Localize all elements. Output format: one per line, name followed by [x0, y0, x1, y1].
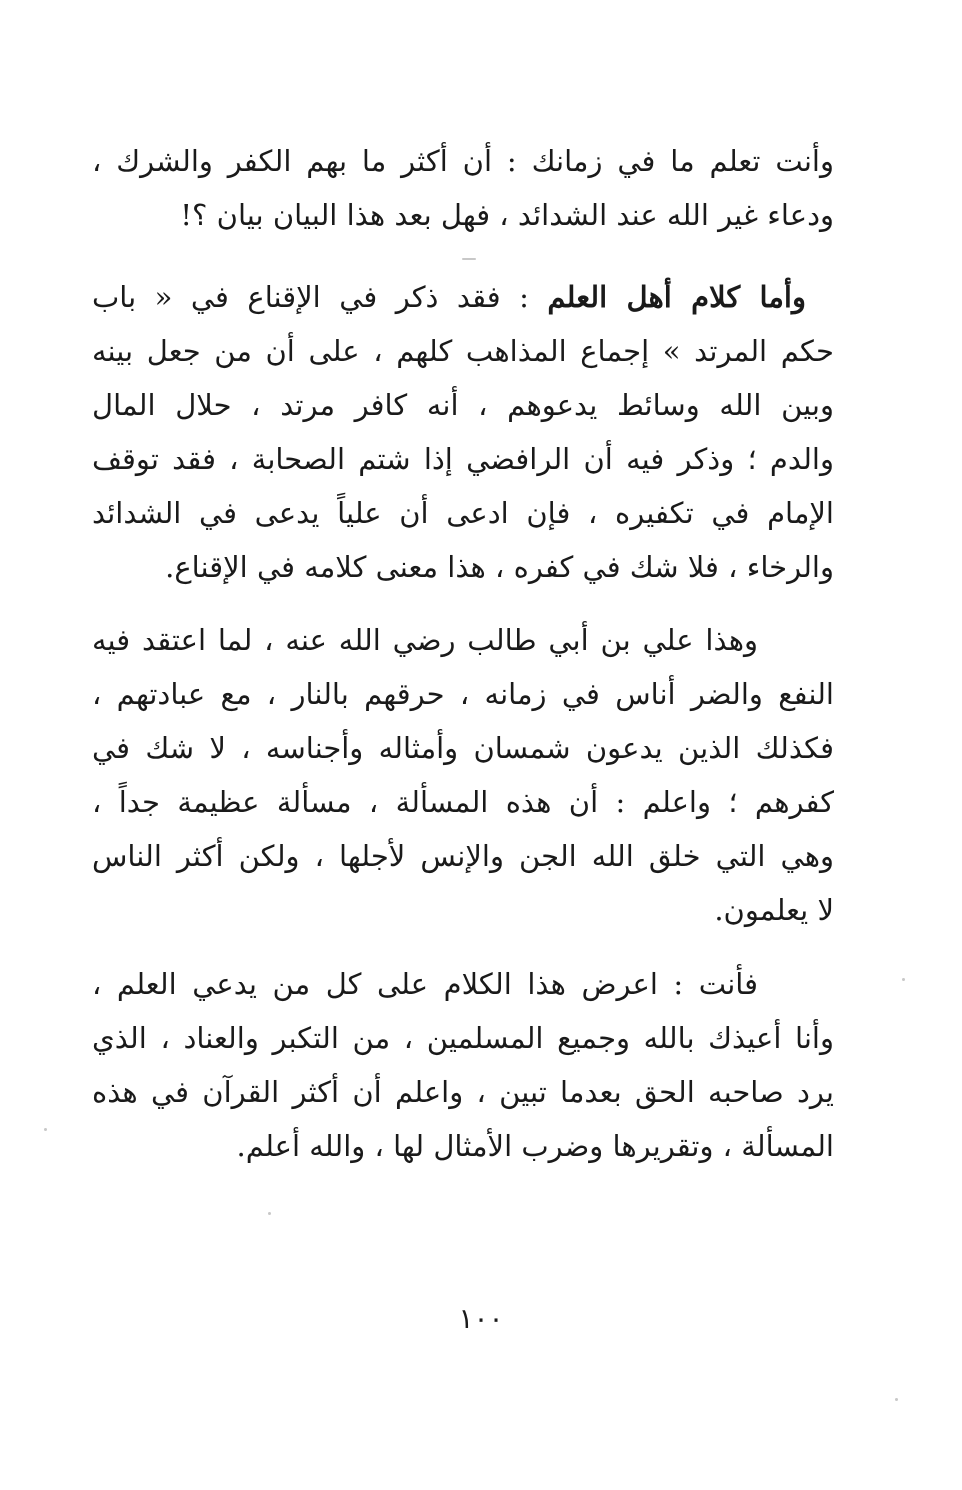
paragraph-line: وبين الله وسائط يدعوهم ، أنه كافر مرتد ، حلال المال [92, 388, 834, 422]
paragraph-line: وهي التي خلق الله الجن والإنس لأجلها ، ولكن أكثر الناس [92, 839, 834, 873]
paragraph-4 [92, 957, 834, 1173]
paragraph-line: والرخاء ، فلا شك في كفره ، هذا معنى كلامه في الإقناع. [165, 550, 834, 584]
paper-speck [895, 1398, 898, 1401]
paragraph-line: المسألة ، وتقريرها وضرب الأمثال لها ، والله أعلم. [236, 1129, 834, 1163]
paper-speck [268, 1212, 271, 1215]
paragraph-line [92, 270, 834, 324]
paragraph-line: فكذلك الذين يدعون شمسان وأمثاله وأجناسه ، لا شك في [92, 731, 834, 765]
paragraph-line: النفع والضر أناس في زمانه ، حرقهم بالنار ، مع عبادتهم ، [92, 677, 834, 711]
paragraph-line: وأنت تعلم ما في زمانك : أن أكثر ما بهم الكفر والشرك ، [92, 144, 834, 178]
paragraph-line: يرد صاحبه الحق بعدما تبين ، واعلم أن أكثر القرآن في هذه [92, 1075, 834, 1109]
bold-lead-phrase: وأما كلام أهل العلم [547, 280, 806, 314]
paragraph-3 [92, 613, 834, 937]
paragraph-line-rest: : فقد ذكر في الإقناع في « باب [92, 280, 548, 314]
paper-speck [44, 1128, 47, 1131]
page-number: ١٠٠ [458, 1302, 504, 1335]
paper-speck [902, 978, 905, 981]
paragraph-line: حكم المرتد » إجماع المذاهب كلهم ، على أن من جعل بينه [92, 334, 834, 368]
paragraph-line: وأنا أعيذك بالله وجميع المسلمين ، من التكبر والعناد ، الذي [92, 1021, 834, 1055]
paragraph-line: والدم ؛ وذكر فيه أن الرافضي إذا شتم الصحابة ، فقد توقف [92, 442, 834, 476]
paragraph-line: ودعاء غير الله عند الشدائد ، فهل بعد هذا البيان بيان ؟! [180, 198, 834, 232]
paragraph-2 [92, 270, 834, 594]
paragraph-line: لا يعلمون. [714, 893, 834, 927]
paragraph-line: كفرهم ؛ واعلم : أن هذه المسألة ، مسألة عظيمة جداً ، [92, 785, 834, 819]
paragraph-line: الإمام في تكفيره ، فإن ادعى أن علياً يدعى في الشدائد [92, 496, 834, 530]
paragraph-line: وهذا علي بن أبي طالب رضي الله عنه ، لما اعتقد فيه [92, 623, 758, 657]
paper-speck [462, 258, 476, 260]
paragraph-line: فأنت : اعرض هذا الكلام على كل من يدعي العلم ، [92, 967, 758, 1001]
paragraph-1 [92, 134, 834, 242]
